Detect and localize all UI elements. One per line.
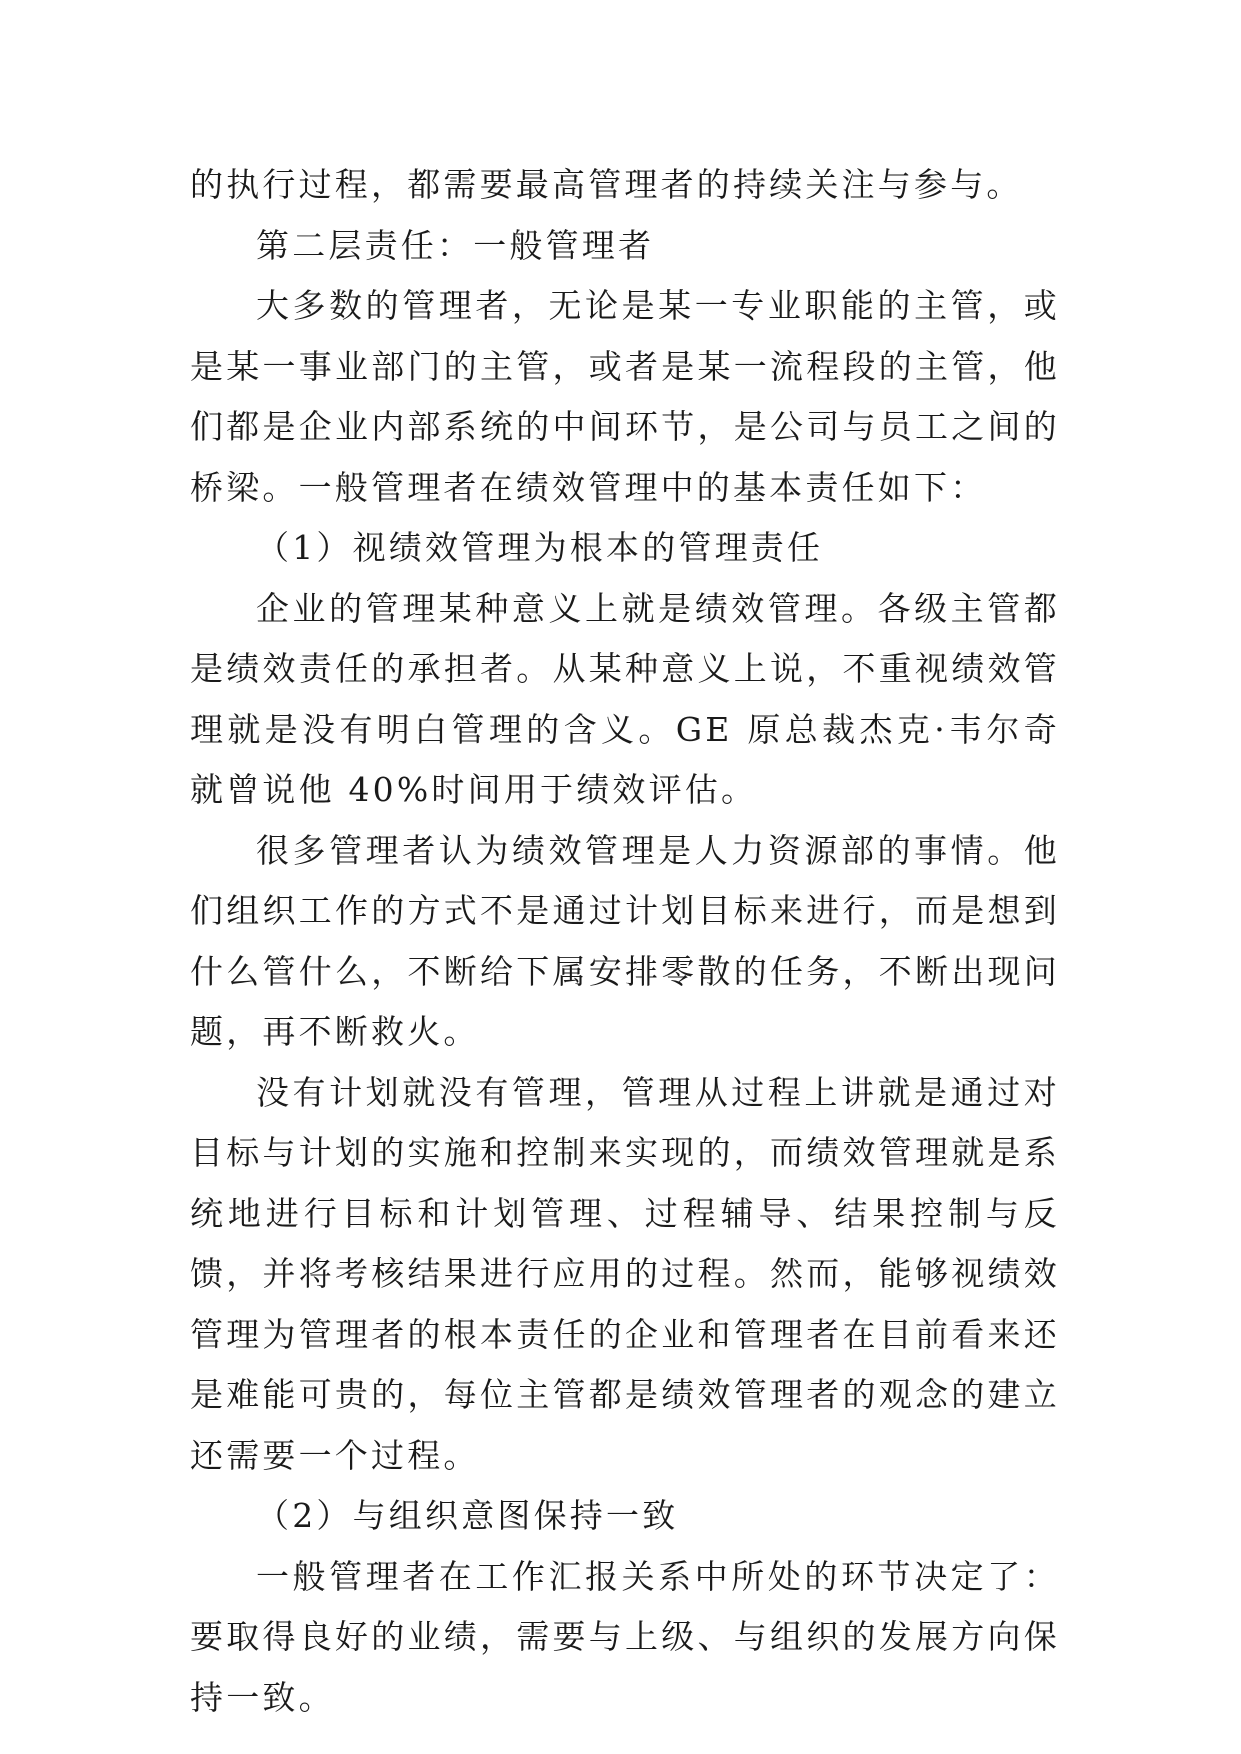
document-body <box>190 155 1060 1728</box>
paragraph: 一般管理者在工作汇报关系中所处的环节决定了：要取得良好的业绩，需要与上级、与组织的发展方向保持一致。 <box>190 1556 1060 1717</box>
paragraph: 大多数的管理者，无论是某一专业职能的主管，或是某一事业部门的主管，或者是某一流程段的主管，他们都是企业内部系统的中间环节，是公司与员工之间的桥梁。一般管理者在绩效管理中的基本责任如下： <box>190 286 1060 507</box>
section-heading: 第二层责任：一般管理者 <box>256 225 655 265</box>
paragraph: 企业的管理某种意义上就是绩效管理。各级主管都是绩效责任的承担者。从某种意义上说，不重视绩效管理就是没有明白管理的含义。GE 原总裁杰克·韦尔奇就曾说他 40%时间用于绩效评估。 <box>190 588 1060 809</box>
paragraph: 没有计划就没有管理，管理从过程上讲就是通过对目标与计划的实施和控制来实现的，而绩效管理就是系统地进行目标和计划管理、过程辅导、结果控制与反馈，并将考核结果进行应用的过程。然而，能够视绩效管理为管理者的根本责任的企业和管理者在目前看来还是难能可贵的，每位主管都是绩效管理者的观念的建立还需要一个过程。 <box>190 1072 1060 1475</box>
subsection-heading: （2）与组织意图保持一致 <box>256 1496 679 1535</box>
subsection-heading: （1）视绩效管理为根本的管理责任 <box>256 528 824 567</box>
paragraph: 很多管理者认为绩效管理是人力资源部的事情。他们组织工作的方式不是通过计划目标来进行，而是想到什么管什么，不断给下属安排零散的任务，不断出现问题，再不断救火。 <box>190 830 1060 1051</box>
paragraph-continuation: 的执行过程，都需要最高管理者的持续关注与参与。 <box>190 165 1023 204</box>
